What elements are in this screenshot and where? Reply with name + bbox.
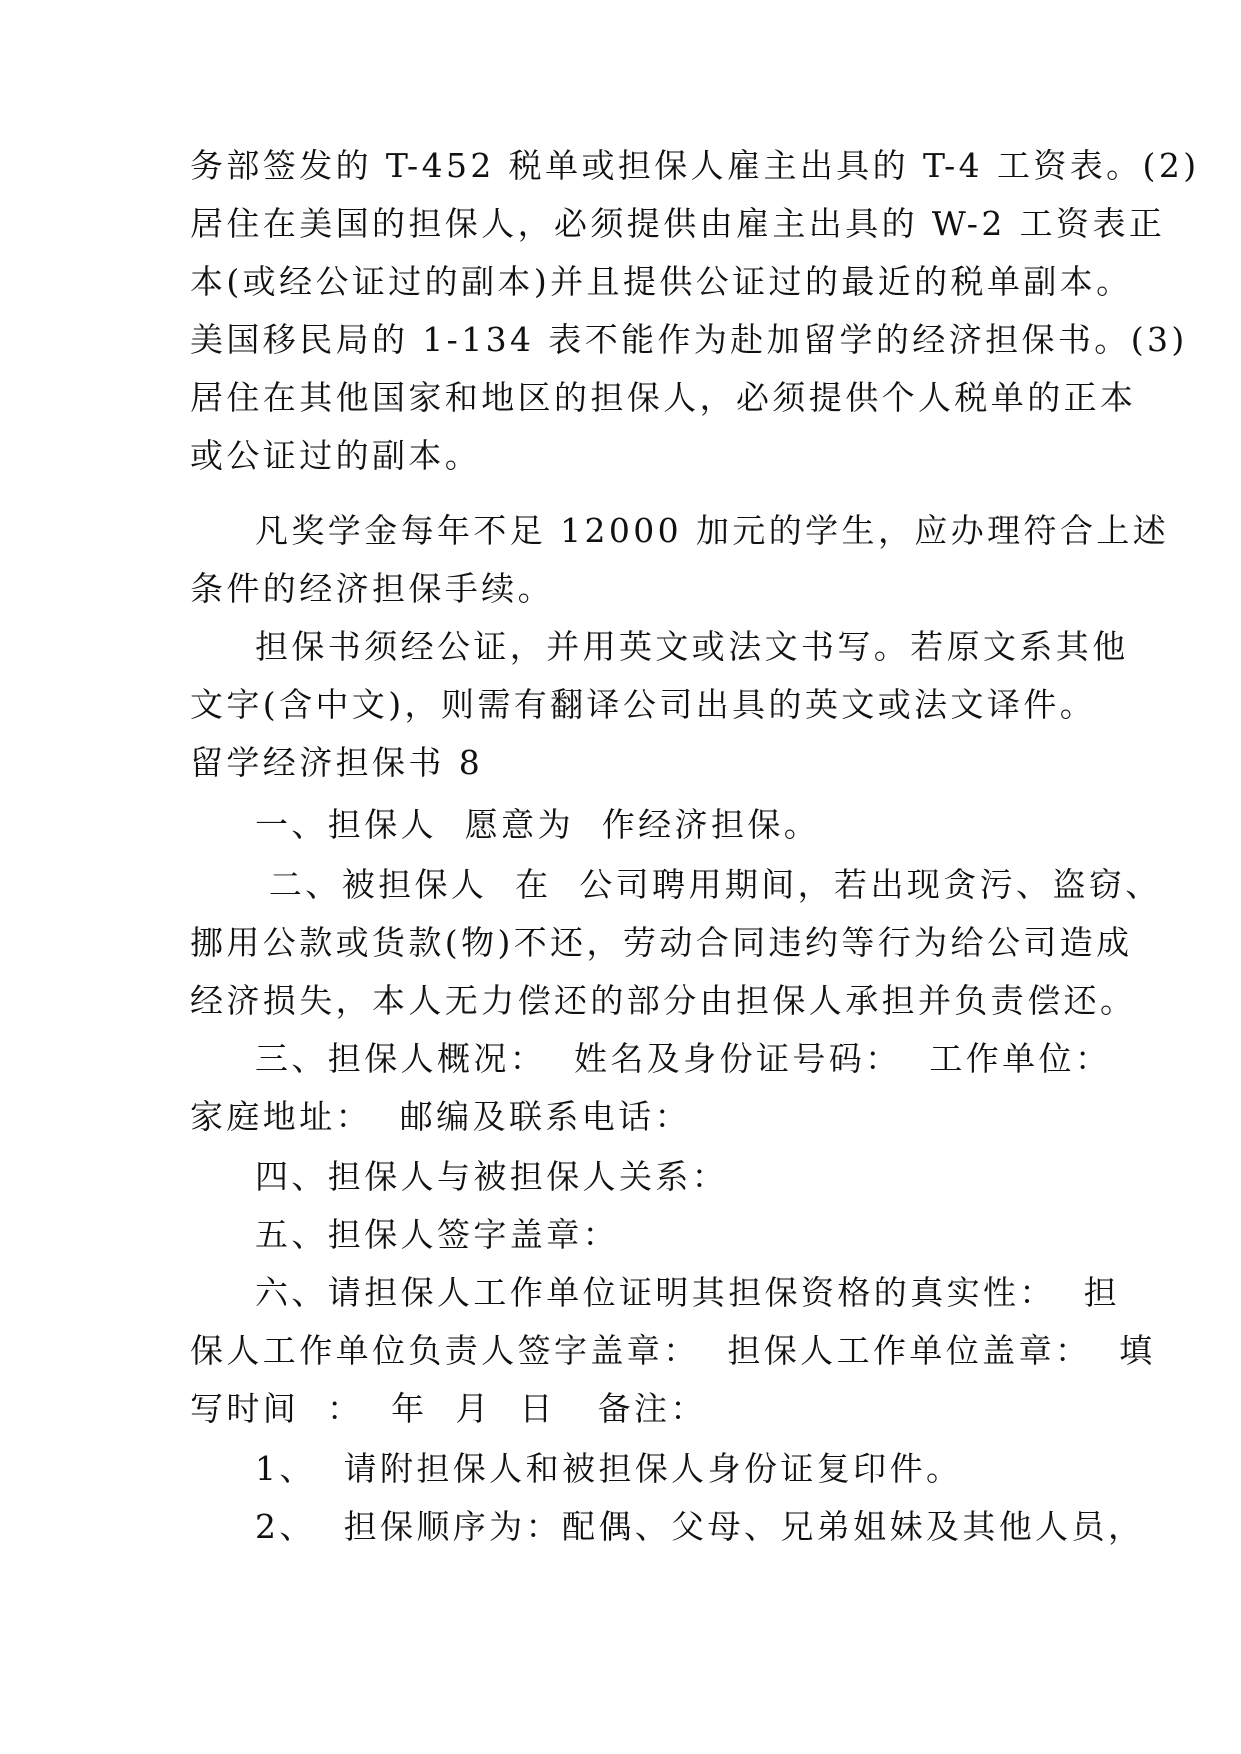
text-line: 居住在美国的担保人，必须提供由雇主出具的 W-2 工资表正 — [190, 204, 1166, 243]
text-line: 经济损失，本人无力偿还的部分由担保人承担并负责偿还。 — [190, 981, 1137, 1020]
text-line: 条件的经济担保手续。 — [190, 569, 554, 608]
paragraph-line: 1、 请附担保人和被担保人身份证复印件。 — [255, 1449, 963, 1488]
text-line: 文字(含中文)，则需有翻译公司出具的英文或法文译件。 — [190, 685, 1097, 724]
paragraph-line: 2、 担保顺序为：配偶、父母、兄弟姐妹及其他人员， — [255, 1507, 1145, 1546]
text-line: 或公证过的副本。 — [190, 436, 482, 475]
text-line: 美国移民局的 1-134 表不能作为赴加留学的经济担保书。(3) — [190, 320, 1188, 359]
text-line: 务部签发的 T-452 税单或担保人雇主出具的 T-4 工资表。(2) — [190, 146, 1200, 185]
text-line: 家庭地址： 邮编及联系电话： — [190, 1097, 691, 1136]
paragraph-line: 五、担保人签字盖章： — [255, 1215, 619, 1254]
section-heading: 留学经济担保书 8 — [190, 743, 484, 782]
text-line: 挪用公款或货款(物)不还，劳动合同违约等行为给公司造成 — [190, 923, 1133, 962]
text-line: 居住在其他国家和地区的担保人，必须提供个人税单的正本 — [190, 378, 1137, 417]
text-line: 保人工作单位负责人签字盖章： 担保人工作单位盖章： 填 — [190, 1331, 1156, 1370]
paragraph-line: 四、担保人与被担保人关系： — [255, 1157, 729, 1196]
text-line: 写时间 ： 年 月 日 备注： — [190, 1389, 707, 1428]
paragraph-line: 三、担保人概况： 姓名及身份证号码： 工作单位： — [255, 1039, 1112, 1078]
paragraph-line: 担保书须经公证，并用英文或法文书写。若原文系其他 — [255, 627, 1129, 666]
paragraph-line: 六、请担保人工作单位证明其担保资格的真实性： 担 — [255, 1273, 1120, 1312]
text-line: 本(或经公证过的副本)并且提供公证过的最近的税单副本。 — [190, 262, 1133, 301]
paragraph-line: 二、被担保人 在 公司聘用期间，若出现贪污、盗窃、 — [255, 865, 1162, 904]
paragraph-line: 凡奖学金每年不足 12000 加元的学生，应办理符合上述 — [255, 511, 1170, 550]
paragraph-line: 一、担保人 愿意为 作经济担保。 — [255, 805, 821, 844]
